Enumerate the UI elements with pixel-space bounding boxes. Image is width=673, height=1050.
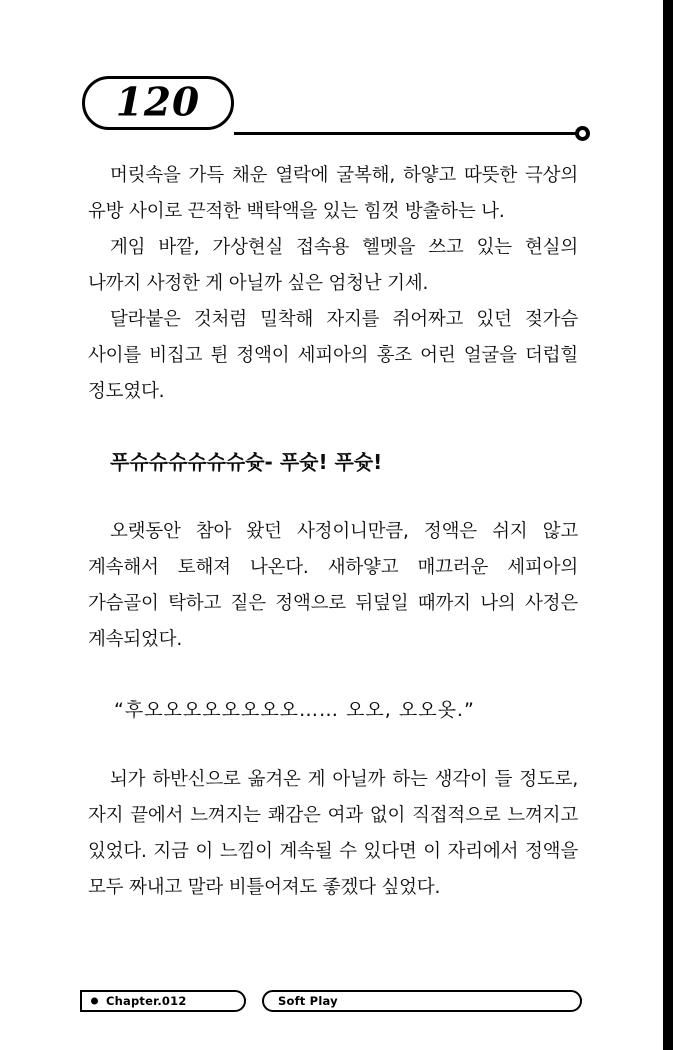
page-header	[0, 70, 673, 150]
paragraph-spacer	[88, 658, 578, 692]
page-number-capsule	[82, 76, 234, 130]
body-text	[88, 158, 578, 906]
page-footer	[0, 990, 673, 1016]
chapter-badge	[80, 990, 246, 1012]
paragraph-spacer	[88, 480, 578, 514]
sound-effect-line: 푸슈슈슈슈슈슈슛- 푸슛! 푸슛!	[110, 450, 383, 474]
paragraph-spacer	[88, 410, 578, 444]
paragraph-spacer	[88, 728, 578, 762]
header-rule	[234, 132, 582, 135]
bullet-icon	[91, 998, 98, 1005]
paragraph: 달라붙은 것처럼 밀착해 자지를 쥐어짜고 있던 젖가슴 사이를 비집고 튄 정액이 세피아의 홍조 어린 얼굴을 더럽힐 정도였다.	[88, 309, 578, 402]
page-number: 120	[115, 79, 201, 126]
dialog-line: “후오오오오오오오오…… 오오, 오오옷.”	[114, 699, 475, 721]
header-end-dot-inner-icon	[579, 130, 586, 137]
paragraph: 오랫동안 참아 왔던 사정이니만큼, 정액은 쉬지 않고 계속해서 토해져 나온다. 새하얗고 매끄러운 세피아의 가슴골이 탁하고 짙은 정액으로 뒤덮일 때까지 나의 사정은 계속되었다.	[88, 521, 578, 650]
chapter-label: Chapter.012	[106, 994, 187, 1008]
book-edge-bar	[663, 0, 673, 1050]
chapter-title-label: Soft Play	[278, 994, 338, 1008]
paragraph: 머릿속을 가득 채운 열락에 굴복해, 하얗고 따뜻한 극상의 유방 사이로 끈적한 백탁액을 있는 힘껏 방출하는 나.	[88, 165, 578, 222]
chapter-title-badge	[262, 990, 582, 1012]
paragraph: 게임 바깥, 가상현실 접속용 헬멧을 쓰고 있는 현실의 나까지 사정한 게 아닐까 싶은 엄청난 기세.	[88, 237, 578, 294]
paragraph: 뇌가 하반신으로 옮겨온 게 아닐까 하는 생각이 들 정도로, 자지 끝에서 느껴지는 쾌감은 여과 없이 직접적으로 느껴지고 있었다. 지금 이 느낌이 계속될 수 있다면 이 자리에서 정액을 모두 짜내고 말라 비틀어져도 좋겠다 싶었다.	[88, 769, 578, 898]
